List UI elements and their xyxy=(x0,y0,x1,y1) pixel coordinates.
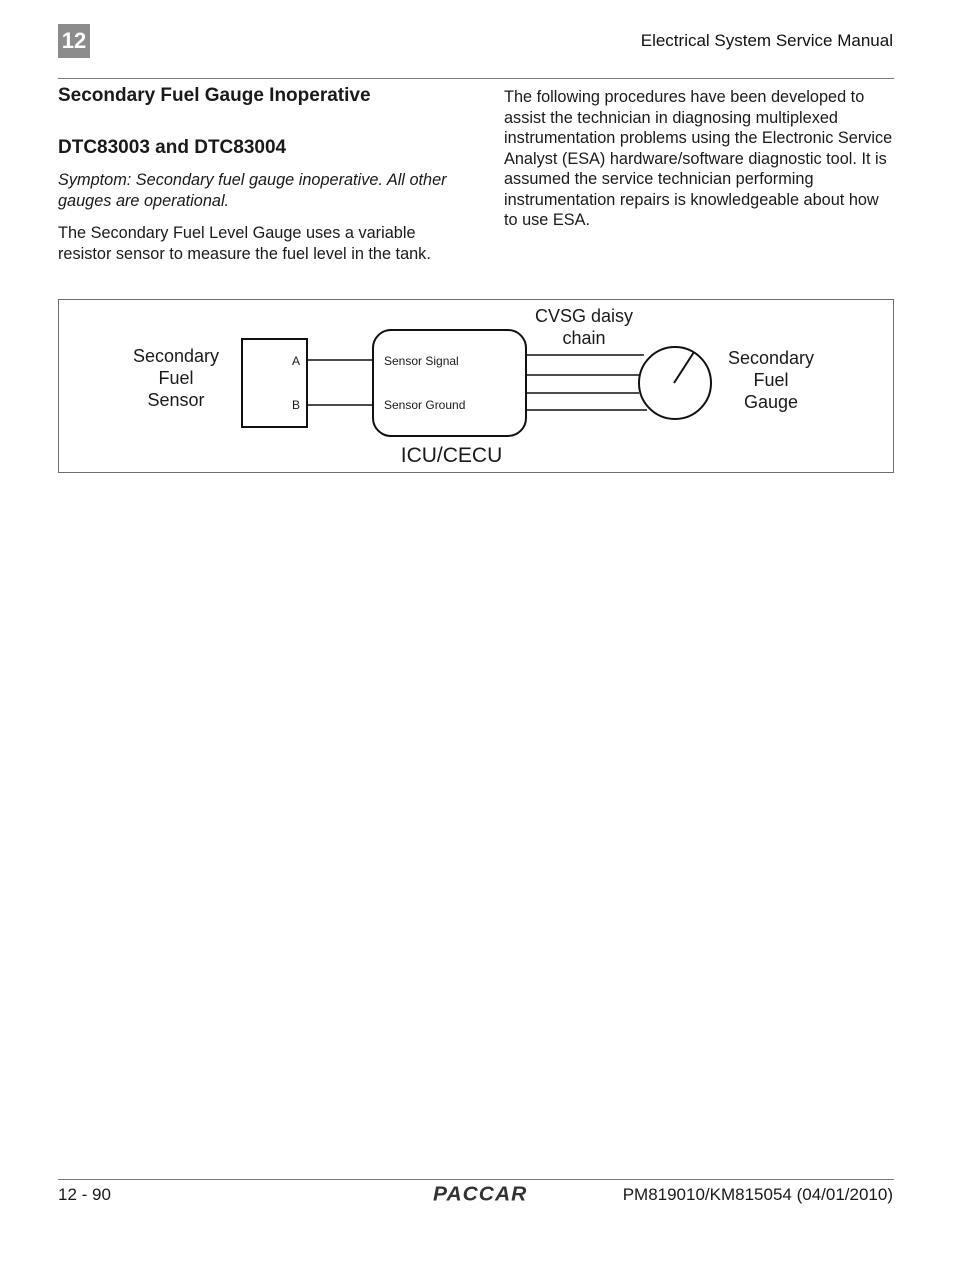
intro-text: The following procedures have been developed to assist the technician in diagnosing multiplexed instrumentation problems using the Electronic Service Analyst (ESA) hardware/software diagnostic tool. It is assumed the service technician performing instrumentation repairs is knowledgeable about how to use ESA. xyxy=(504,88,893,229)
header-rule xyxy=(58,78,894,79)
symptom-text: Symptom: Secondary fuel gauge inoperative. All other gauges are operational. xyxy=(58,171,447,210)
section-title: Secondary Fuel Gauge Inoperative xyxy=(58,85,371,106)
left-column xyxy=(58,84,463,264)
sensor-label-line-3: Sensor xyxy=(147,390,205,410)
module-label: ICU/CECU xyxy=(400,444,503,467)
sensor-label-line-2: Fuel xyxy=(158,368,194,388)
gauge-label-line-2: Fuel xyxy=(753,370,789,390)
header-title: Electrical System Service Manual xyxy=(640,31,893,50)
wiring-diagram xyxy=(58,299,894,473)
cvsg-label-line-2: chain xyxy=(562,328,606,348)
gauge-label xyxy=(715,347,827,413)
gauge-label-line-3: Gauge xyxy=(743,392,799,412)
pin-b-label: B xyxy=(292,398,301,412)
page-number: 12 - 90 xyxy=(58,1185,111,1204)
cvsg-label xyxy=(514,305,654,349)
sensor-label xyxy=(121,345,231,411)
module-box xyxy=(373,330,526,436)
right-column xyxy=(504,87,896,231)
footer-rule xyxy=(58,1179,894,1180)
cvsg-label-line-1: CVSG daisy xyxy=(534,306,634,326)
document-number: PM819010/KM815054 (04/01/2010) xyxy=(622,1185,893,1204)
gauge-label-line-1: Secondary xyxy=(727,348,815,368)
pin-a-label: A xyxy=(292,354,301,368)
sensor-ground-label: Sensor Ground xyxy=(384,398,466,412)
body-text: The Secondary Fuel Level Gauge uses a variable resistor sensor to measure the fuel level in the tank. xyxy=(58,224,431,263)
sensor-signal-label: Sensor Signal xyxy=(384,354,459,368)
paccar-logo: PACCAR xyxy=(433,1183,528,1206)
dtc-title: DTC83003 and DTC83004 xyxy=(58,137,287,158)
chapter-badge: 12 xyxy=(58,24,90,58)
sensor-label-line-1: Secondary xyxy=(132,346,220,366)
sensor-box xyxy=(242,339,307,427)
